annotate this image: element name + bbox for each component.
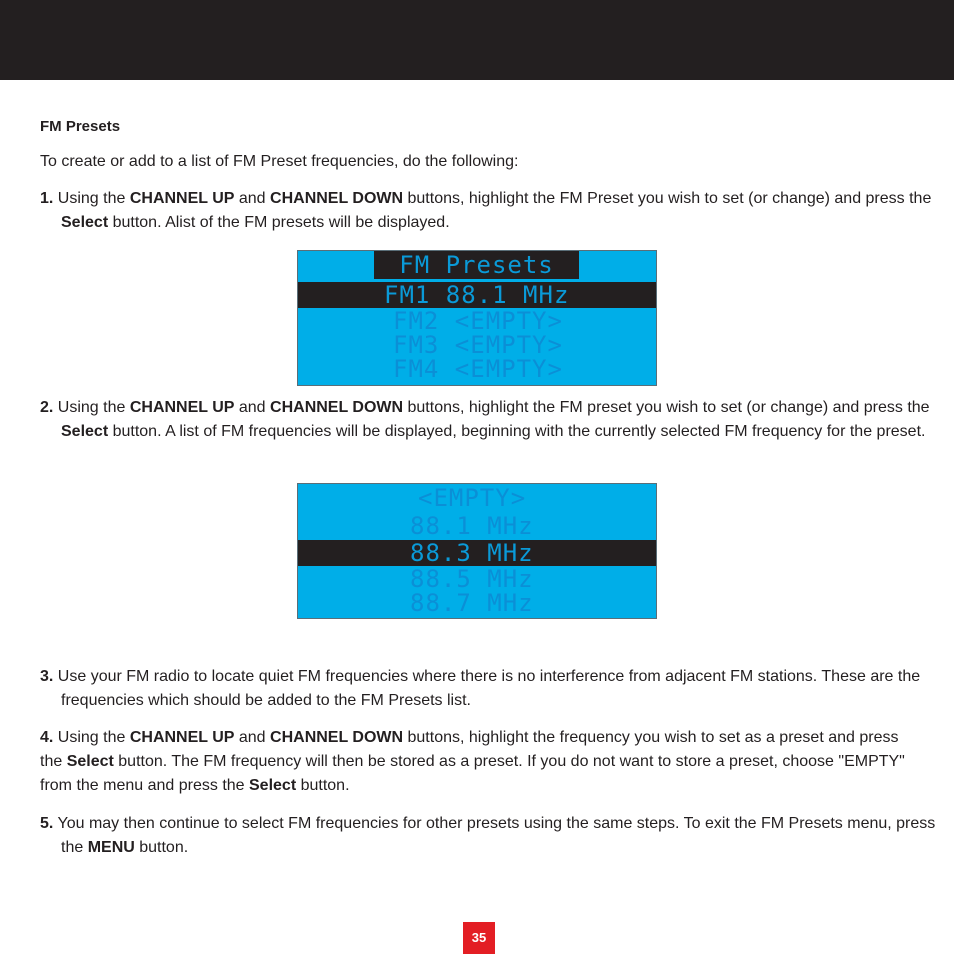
lcd-row-frequency: 88.5 MHz [410, 565, 534, 593]
step-3: 3. Use your FM radio to locate quiet FM frequencies where there is no interference from adjacent FM stations. These are the frequencies which should be added to the FM Presets list. [40, 668, 921, 709]
lcd-row-preset: FM4 <EMPTY> [393, 355, 563, 383]
step-4: 4. Using the CHANNEL UP and CHANNEL DOWN buttons, highlight the frequency you wish to set as a preset and press the Select button. The FM frequency will then be stored as a preset. If you do not want to store a preset, choose "EMPTY" from the menu and press the Select button. [40, 729, 905, 794]
intro-text: To create or add to a list of FM Preset frequencies, do the following: [40, 153, 519, 170]
lcd-frequency-display [297, 483, 657, 619]
lcd-row-frequency: 88.7 MHz [410, 589, 534, 617]
step-1: 1. Using the CHANNEL UP and CHANNEL DOWN buttons, highlight the FM Preset you wish to set (or change) and press the Select button. Alist of the FM presets will be displayed. [40, 190, 932, 231]
lcd-row-frequency: <EMPTY> [418, 484, 527, 512]
step-number: 3. [40, 668, 54, 685]
header-bar [0, 0, 954, 80]
lcd-row-preset: FM2 <EMPTY> [393, 307, 563, 335]
step-number: 2. [40, 399, 54, 416]
lcd-row-frequency: 88.1 MHz [410, 512, 534, 540]
page-number-badge: 35 [463, 922, 495, 954]
lcd-row-preset: FM1 88.1 MHz [298, 282, 657, 308]
lcd-row-preset: FM3 <EMPTY> [393, 331, 563, 359]
lcd-title: FM Presets [374, 251, 579, 279]
step-number: 5. [40, 815, 54, 832]
lcd-presets-display [297, 250, 657, 386]
step-number: 1. [40, 190, 54, 207]
step-5: 5. You may then continue to select FM frequencies for other presets using the same steps. To exit the FM Presets menu, press the MENU button. [40, 815, 936, 856]
step-number: 4. [40, 729, 54, 746]
step-2: 2. Using the CHANNEL UP and CHANNEL DOWN buttons, highlight the FM preset you wish to set (or change) and press the Select button. A list of FM frequencies will be displayed, beginning with the currently selected FM frequency for the preset. [40, 399, 930, 440]
lcd-row-frequency: 88.3 MHz [298, 540, 657, 566]
section-title: FM Presets [40, 118, 121, 135]
